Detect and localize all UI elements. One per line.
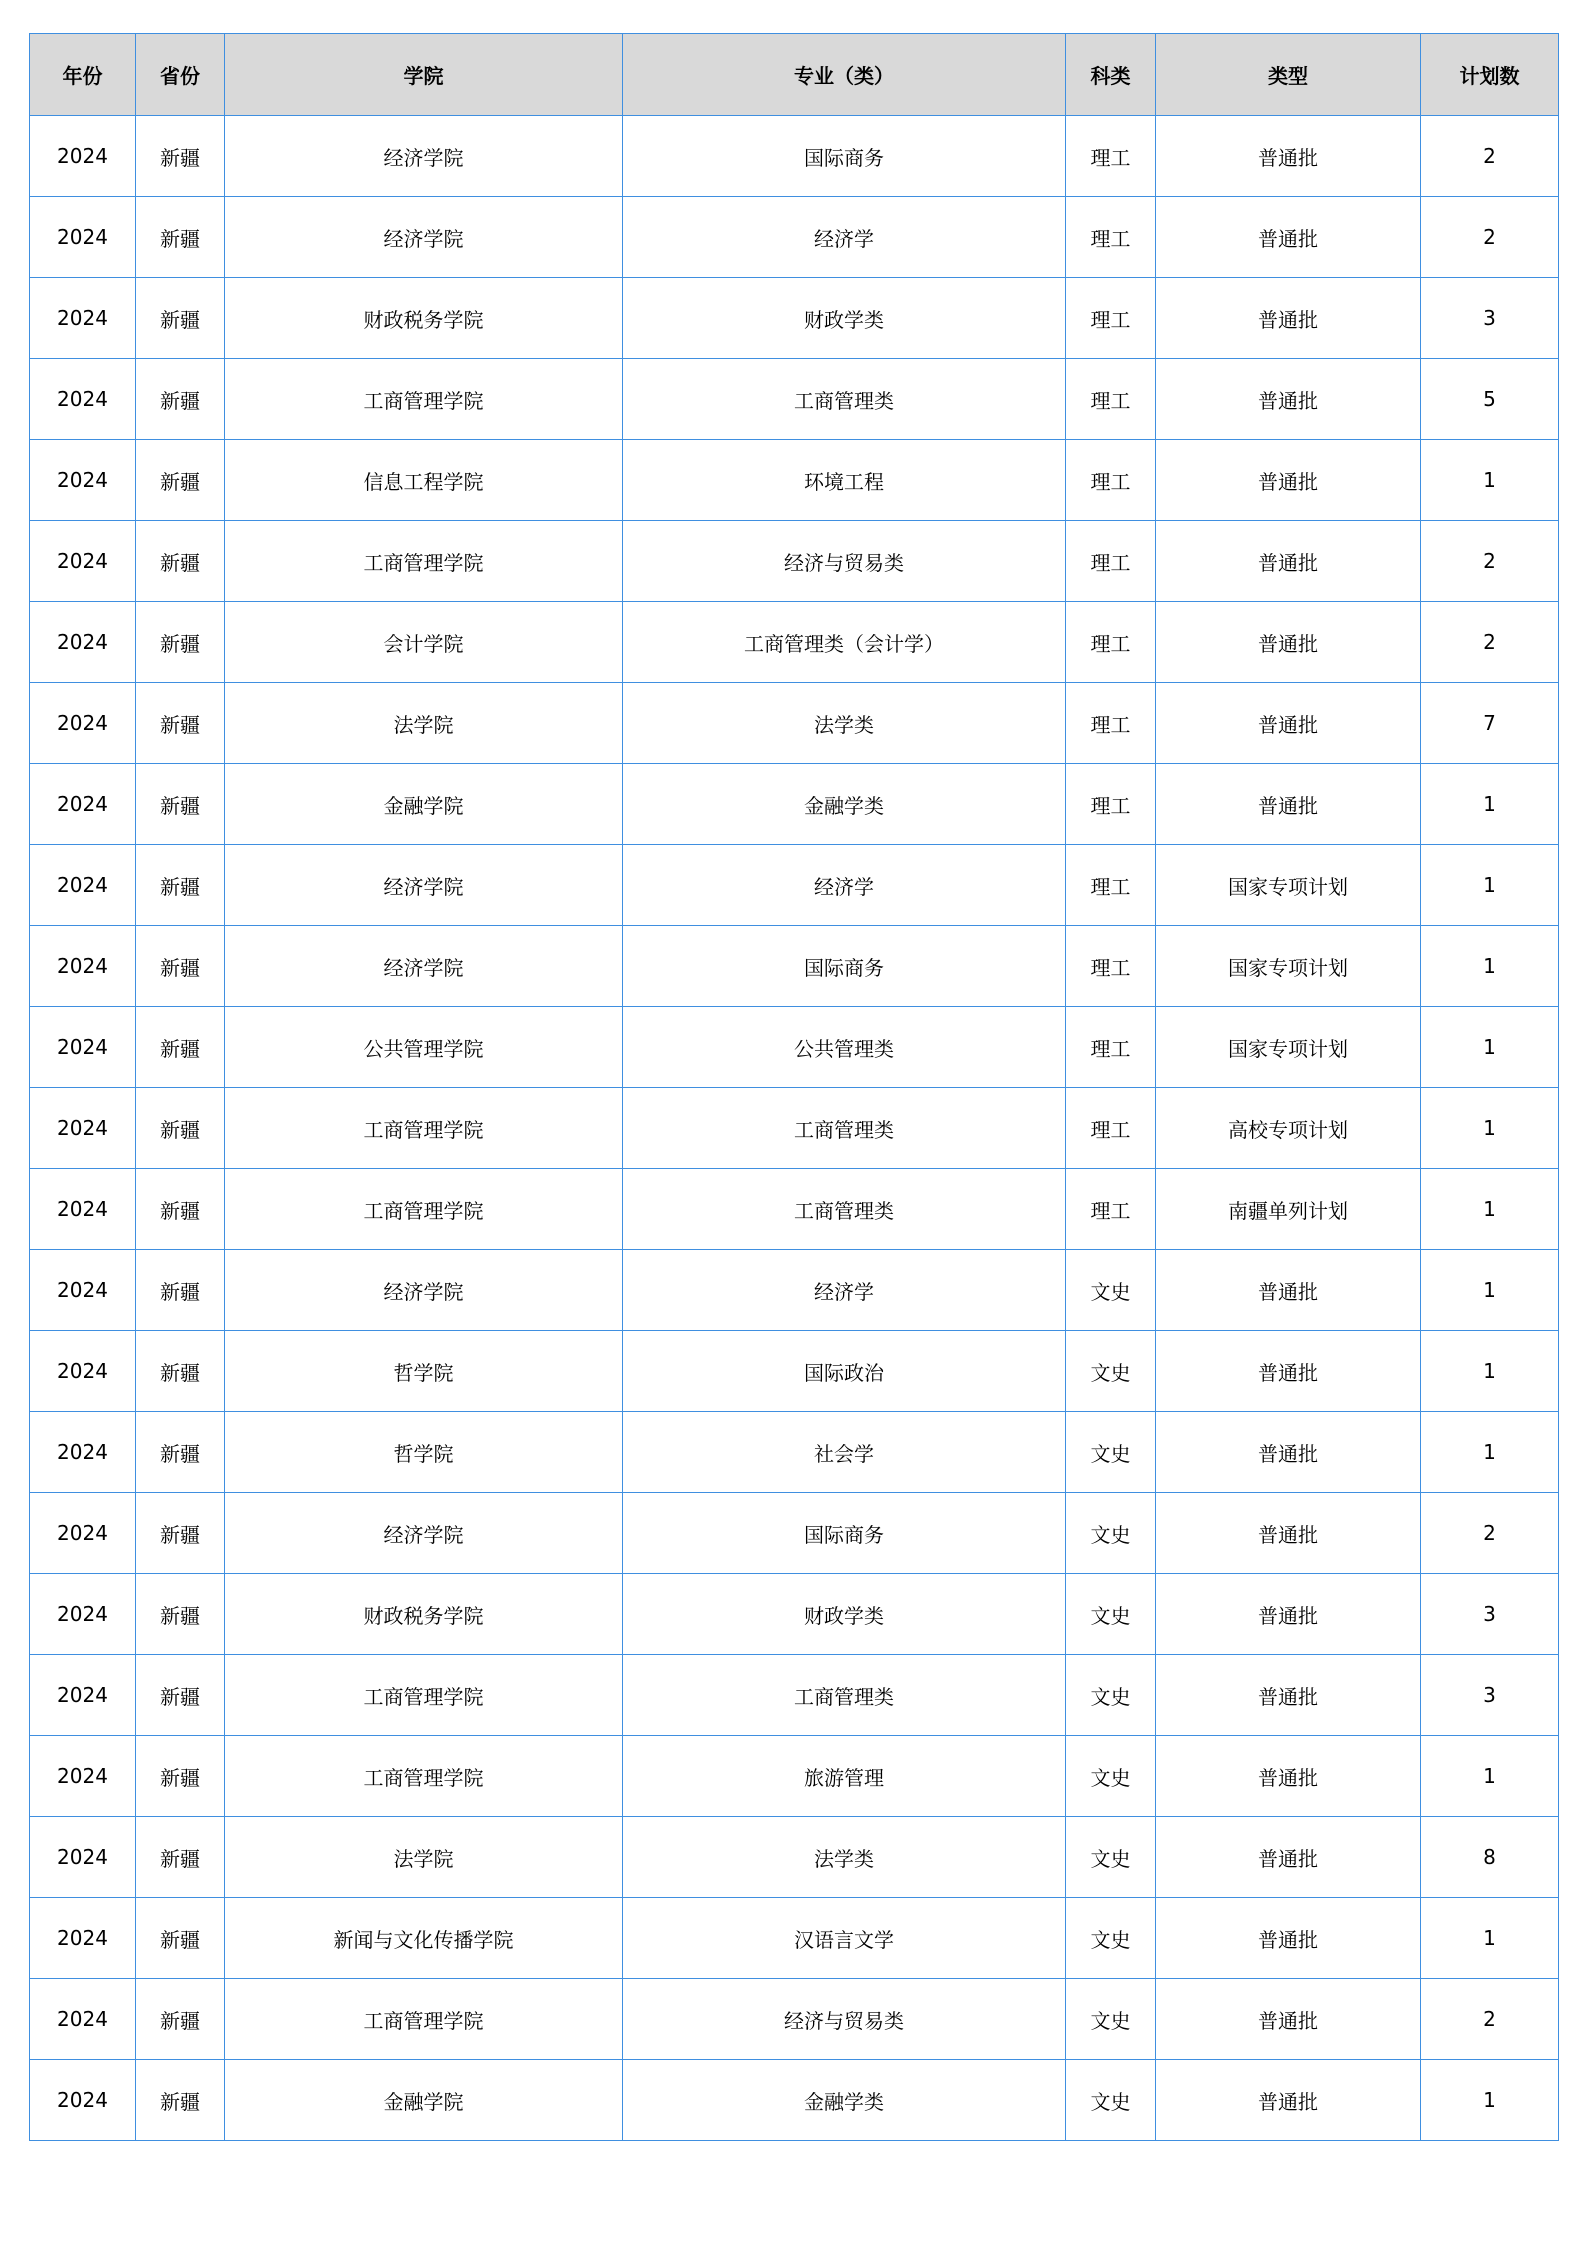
cell-college: 新闻与文化传播学院 [225, 1898, 623, 1979]
cell-subject: 文史 [1066, 1493, 1156, 1574]
cell-plan-count: 3 [1421, 278, 1559, 359]
cell-province: 新疆 [136, 1979, 225, 2060]
cell-plan-count: 2 [1421, 521, 1559, 602]
enrollment-plan-table [29, 33, 1559, 2141]
cell-type: 普通批 [1156, 1574, 1421, 1655]
cell-year: 2024 [30, 1817, 136, 1898]
cell-subject: 理工 [1066, 521, 1156, 602]
cell-subject: 理工 [1066, 1169, 1156, 1250]
table-row [30, 1493, 1559, 1574]
cell-subject: 文史 [1066, 1817, 1156, 1898]
table-row [30, 278, 1559, 359]
table-row [30, 1331, 1559, 1412]
cell-year: 2024 [30, 764, 136, 845]
cell-subject: 文史 [1066, 1736, 1156, 1817]
cell-major: 工商管理类 [623, 1655, 1066, 1736]
cell-subject: 理工 [1066, 1088, 1156, 1169]
cell-year: 2024 [30, 602, 136, 683]
table-row [30, 602, 1559, 683]
cell-year: 2024 [30, 521, 136, 602]
cell-major: 经济与贸易类 [623, 521, 1066, 602]
cell-year: 2024 [30, 1250, 136, 1331]
table-row [30, 2060, 1559, 2141]
cell-college: 工商管理学院 [225, 521, 623, 602]
cell-college: 哲学院 [225, 1412, 623, 1493]
cell-plan-count: 7 [1421, 683, 1559, 764]
cell-type: 普通批 [1156, 116, 1421, 197]
cell-plan-count: 2 [1421, 1493, 1559, 1574]
cell-province: 新疆 [136, 1412, 225, 1493]
cell-year: 2024 [30, 1736, 136, 1817]
cell-year: 2024 [30, 197, 136, 278]
cell-major: 汉语言文学 [623, 1898, 1066, 1979]
table-row [30, 845, 1559, 926]
cell-major: 国际商务 [623, 1493, 1066, 1574]
cell-plan-count: 2 [1421, 602, 1559, 683]
cell-college: 经济学院 [225, 1250, 623, 1331]
cell-plan-count: 1 [1421, 926, 1559, 1007]
cell-subject: 理工 [1066, 602, 1156, 683]
cell-year: 2024 [30, 926, 136, 1007]
cell-subject: 理工 [1066, 764, 1156, 845]
cell-plan-count: 2 [1421, 116, 1559, 197]
cell-type: 普通批 [1156, 278, 1421, 359]
header-college: 学院 [225, 34, 623, 116]
cell-college: 工商管理学院 [225, 1736, 623, 1817]
cell-province: 新疆 [136, 1169, 225, 1250]
header-type: 类型 [1156, 34, 1421, 116]
cell-type: 普通批 [1156, 521, 1421, 602]
cell-subject: 文史 [1066, 1574, 1156, 1655]
cell-major: 旅游管理 [623, 1736, 1066, 1817]
cell-plan-count: 1 [1421, 1169, 1559, 1250]
cell-type: 普通批 [1156, 1817, 1421, 1898]
cell-major: 法学类 [623, 1817, 1066, 1898]
cell-subject: 文史 [1066, 1979, 1156, 2060]
cell-major: 财政学类 [623, 278, 1066, 359]
cell-college: 工商管理学院 [225, 359, 623, 440]
cell-major: 金融学类 [623, 2060, 1066, 2141]
cell-province: 新疆 [136, 764, 225, 845]
cell-college: 哲学院 [225, 1331, 623, 1412]
table-row [30, 197, 1559, 278]
cell-major: 工商管理类 [623, 1088, 1066, 1169]
cell-province: 新疆 [136, 602, 225, 683]
table-row [30, 683, 1559, 764]
table-row [30, 926, 1559, 1007]
cell-college: 经济学院 [225, 845, 623, 926]
cell-college: 财政税务学院 [225, 278, 623, 359]
cell-subject: 文史 [1066, 2060, 1156, 2141]
cell-plan-count: 5 [1421, 359, 1559, 440]
table-row [30, 1817, 1559, 1898]
cell-year: 2024 [30, 1655, 136, 1736]
table-row [30, 1088, 1559, 1169]
cell-major: 财政学类 [623, 1574, 1066, 1655]
cell-type: 普通批 [1156, 1655, 1421, 1736]
cell-college: 工商管理学院 [225, 1169, 623, 1250]
cell-plan-count: 1 [1421, 1412, 1559, 1493]
cell-major: 经济学 [623, 1250, 1066, 1331]
table-body [30, 116, 1559, 2141]
cell-plan-count: 2 [1421, 1979, 1559, 2060]
cell-major: 工商管理类 [623, 1169, 1066, 1250]
cell-subject: 文史 [1066, 1898, 1156, 1979]
table-row [30, 1898, 1559, 1979]
cell-type: 普通批 [1156, 1412, 1421, 1493]
table-row [30, 1412, 1559, 1493]
cell-year: 2024 [30, 359, 136, 440]
cell-year: 2024 [30, 1169, 136, 1250]
cell-college: 财政税务学院 [225, 1574, 623, 1655]
cell-plan-count: 3 [1421, 1655, 1559, 1736]
cell-plan-count: 1 [1421, 1736, 1559, 1817]
cell-type: 普通批 [1156, 359, 1421, 440]
cell-major: 国际商务 [623, 926, 1066, 1007]
cell-major: 经济学 [623, 197, 1066, 278]
header-province: 省份 [136, 34, 225, 116]
header-plan-count: 计划数 [1421, 34, 1559, 116]
cell-subject: 理工 [1066, 359, 1156, 440]
cell-college: 金融学院 [225, 2060, 623, 2141]
cell-year: 2024 [30, 440, 136, 521]
cell-subject: 理工 [1066, 845, 1156, 926]
cell-major: 环境工程 [623, 440, 1066, 521]
cell-province: 新疆 [136, 1493, 225, 1574]
cell-subject: 文史 [1066, 1250, 1156, 1331]
cell-plan-count: 1 [1421, 1898, 1559, 1979]
cell-subject: 文史 [1066, 1655, 1156, 1736]
cell-plan-count: 1 [1421, 1007, 1559, 1088]
cell-province: 新疆 [136, 926, 225, 1007]
cell-type: 普通批 [1156, 1898, 1421, 1979]
cell-year: 2024 [30, 1412, 136, 1493]
cell-type: 国家专项计划 [1156, 1007, 1421, 1088]
cell-major: 工商管理类（会计学） [623, 602, 1066, 683]
cell-province: 新疆 [136, 1250, 225, 1331]
cell-province: 新疆 [136, 845, 225, 926]
cell-type: 普通批 [1156, 1493, 1421, 1574]
cell-college: 工商管理学院 [225, 1979, 623, 2060]
cell-type: 普通批 [1156, 2060, 1421, 2141]
cell-year: 2024 [30, 1007, 136, 1088]
cell-subject: 理工 [1066, 1007, 1156, 1088]
cell-plan-count: 1 [1421, 845, 1559, 926]
cell-year: 2024 [30, 1898, 136, 1979]
cell-plan-count: 8 [1421, 1817, 1559, 1898]
cell-province: 新疆 [136, 1817, 225, 1898]
cell-subject: 理工 [1066, 926, 1156, 1007]
table-row [30, 440, 1559, 521]
cell-type: 国家专项计划 [1156, 926, 1421, 1007]
cell-major: 经济学 [623, 845, 1066, 926]
cell-subject: 理工 [1066, 116, 1156, 197]
cell-province: 新疆 [136, 278, 225, 359]
cell-province: 新疆 [136, 197, 225, 278]
cell-type: 普通批 [1156, 440, 1421, 521]
table-row [30, 1979, 1559, 2060]
table-row [30, 1574, 1559, 1655]
cell-major: 经济与贸易类 [623, 1979, 1066, 2060]
table-row [30, 1655, 1559, 1736]
table-row [30, 1169, 1559, 1250]
cell-province: 新疆 [136, 2060, 225, 2141]
cell-type: 普通批 [1156, 1250, 1421, 1331]
cell-subject: 理工 [1066, 683, 1156, 764]
cell-province: 新疆 [136, 1331, 225, 1412]
cell-plan-count: 1 [1421, 1250, 1559, 1331]
cell-plan-count: 1 [1421, 764, 1559, 845]
cell-major: 国际商务 [623, 116, 1066, 197]
header-major: 专业（类） [623, 34, 1066, 116]
table-row [30, 359, 1559, 440]
cell-college: 工商管理学院 [225, 1088, 623, 1169]
table-row [30, 764, 1559, 845]
cell-year: 2024 [30, 1493, 136, 1574]
cell-year: 2024 [30, 683, 136, 764]
cell-year: 2024 [30, 1574, 136, 1655]
cell-major: 金融学类 [623, 764, 1066, 845]
cell-college: 经济学院 [225, 197, 623, 278]
cell-plan-count: 1 [1421, 2060, 1559, 2141]
cell-year: 2024 [30, 845, 136, 926]
cell-year: 2024 [30, 1979, 136, 2060]
header-subject: 科类 [1066, 34, 1156, 116]
cell-subject: 文史 [1066, 1331, 1156, 1412]
cell-subject: 理工 [1066, 440, 1156, 521]
cell-province: 新疆 [136, 1088, 225, 1169]
enrollment-plan-table-container [29, 33, 1558, 2141]
table-row [30, 1250, 1559, 1331]
cell-province: 新疆 [136, 1655, 225, 1736]
cell-year: 2024 [30, 116, 136, 197]
table-row [30, 521, 1559, 602]
cell-college: 公共管理学院 [225, 1007, 623, 1088]
cell-type: 南疆单列计划 [1156, 1169, 1421, 1250]
table-row [30, 1736, 1559, 1817]
cell-year: 2024 [30, 1331, 136, 1412]
cell-province: 新疆 [136, 359, 225, 440]
header-year: 年份 [30, 34, 136, 116]
cell-type: 普通批 [1156, 197, 1421, 278]
table-header-row [30, 34, 1559, 116]
cell-year: 2024 [30, 278, 136, 359]
cell-college: 金融学院 [225, 764, 623, 845]
cell-plan-count: 1 [1421, 1088, 1559, 1169]
cell-college: 法学院 [225, 683, 623, 764]
cell-college: 信息工程学院 [225, 440, 623, 521]
cell-province: 新疆 [136, 1736, 225, 1817]
table-row [30, 1007, 1559, 1088]
cell-type: 国家专项计划 [1156, 845, 1421, 926]
cell-province: 新疆 [136, 1007, 225, 1088]
table-row [30, 116, 1559, 197]
cell-college: 法学院 [225, 1817, 623, 1898]
cell-type: 普通批 [1156, 683, 1421, 764]
cell-subject: 理工 [1066, 278, 1156, 359]
cell-major: 工商管理类 [623, 359, 1066, 440]
cell-type: 高校专项计划 [1156, 1088, 1421, 1169]
cell-college: 工商管理学院 [225, 1655, 623, 1736]
cell-college: 会计学院 [225, 602, 623, 683]
cell-year: 2024 [30, 2060, 136, 2141]
cell-province: 新疆 [136, 1898, 225, 1979]
cell-college: 经济学院 [225, 116, 623, 197]
cell-subject: 理工 [1066, 197, 1156, 278]
cell-type: 普通批 [1156, 1331, 1421, 1412]
cell-college: 经济学院 [225, 1493, 623, 1574]
cell-type: 普通批 [1156, 764, 1421, 845]
cell-province: 新疆 [136, 440, 225, 521]
cell-major: 国际政治 [623, 1331, 1066, 1412]
cell-type: 普通批 [1156, 1979, 1421, 2060]
cell-province: 新疆 [136, 1574, 225, 1655]
cell-plan-count: 2 [1421, 197, 1559, 278]
cell-type: 普通批 [1156, 1736, 1421, 1817]
cell-major: 社会学 [623, 1412, 1066, 1493]
cell-province: 新疆 [136, 521, 225, 602]
cell-college: 经济学院 [225, 926, 623, 1007]
cell-province: 新疆 [136, 116, 225, 197]
cell-plan-count: 1 [1421, 1331, 1559, 1412]
cell-major: 法学类 [623, 683, 1066, 764]
cell-plan-count: 3 [1421, 1574, 1559, 1655]
cell-type: 普通批 [1156, 602, 1421, 683]
cell-subject: 文史 [1066, 1412, 1156, 1493]
cell-plan-count: 1 [1421, 440, 1559, 521]
cell-year: 2024 [30, 1088, 136, 1169]
cell-province: 新疆 [136, 683, 225, 764]
cell-major: 公共管理类 [623, 1007, 1066, 1088]
